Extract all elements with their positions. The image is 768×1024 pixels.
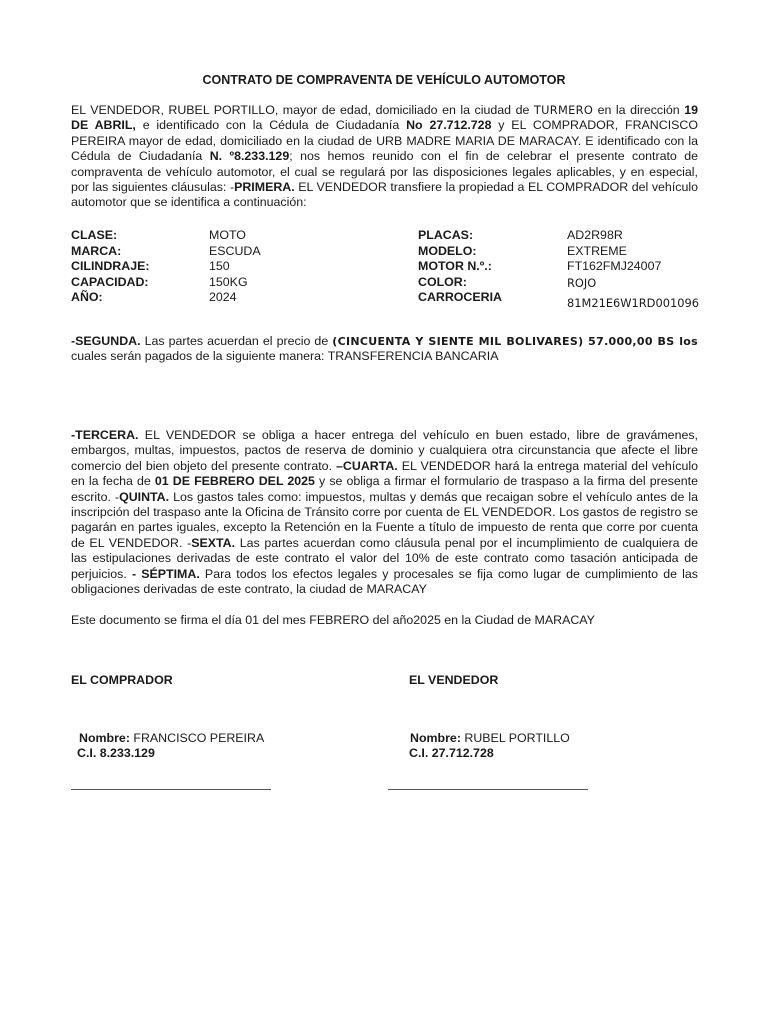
document-title: CONTRATO DE COMPRAVENTA DE VEHÍCULO AUTOMOTOR [202, 73, 566, 87]
vehicle-row [71, 259, 149, 275]
delivery-date: 01 DE FEBRERO DEL 2025 [154, 474, 315, 489]
clause-cuarta-label: –CUARTA. [336, 458, 398, 473]
vehicle-field-label: CARROCERIA [418, 290, 502, 305]
vehicle-field-label: CILINDRAJE: [71, 259, 150, 274]
clause-text: Las partes acuerdan como cláusula penal por el incumplimiento de cualquiera de las estipulaciones derivadas de este contrato el valor del 10% de este contrato como tasación anticipada de perjuicios. [71, 535, 698, 581]
seller-name: RUBEL PORTILLO [460, 731, 570, 745]
clause-text: EL VENDEDOR hará la entrega material del vehículo en la fecha de [71, 458, 698, 489]
vehicle-row [71, 228, 149, 244]
vehicle-field-label: CLASE: [71, 228, 118, 242]
buyer-name-label: Nombre: [79, 731, 130, 745]
clause-primera-label: PRIMERA. [234, 180, 295, 195]
vehicle-field-label: MOTOR N.º.: [418, 259, 492, 274]
vehicle-field-value: FT162FMJ24007 [567, 259, 662, 274]
clause-septima-label: - SÉPTIMA. [131, 566, 200, 581]
vehicle-row [418, 290, 502, 306]
clause-segunda-label: -SEGUNDA. [71, 334, 141, 348]
intro-text: ; nos hemos reunido con el fin de celebrar el presente contrato de compraventa de vehículo automotor, el cual se regulará por las disposiciones legales aplicables, y en especial, por las siguientes cláusulas: - [71, 149, 699, 195]
vehicle-field-label: MODELO: [418, 243, 477, 258]
buyer-name: FRANCISCO PEREIRA [129, 731, 265, 745]
vehicle-field-label: AÑO: [71, 290, 103, 305]
intro-text: en la dirección [593, 103, 685, 117]
seller-name-label: Nombre: [410, 731, 461, 745]
vehicle-field-value: AD2R98R [567, 228, 623, 242]
intro-text: EL VENDEDOR transfiere la propiedad a EL COMPRADOR del vehículo automotor que se identifica a continuación: [71, 180, 698, 210]
buyer-heading: EL COMPRADOR [71, 673, 173, 687]
buyer-signature-line [71, 789, 271, 790]
buyer-id: N. º8.233.129 [209, 149, 290, 164]
seller-signature-line [388, 789, 588, 790]
vehicle-row [418, 244, 502, 260]
seller-address: 19 DE ABRIL, [71, 103, 698, 133]
clause-text: EL VENDEDOR se obliga a hacer entrega del vehículo en buen estado, libre de gravámenes, embargos, multas, impuestos, pactos de reserva de dominio y cualquiera otra circunstancia que afecte el libre comercio del bien objeto del presente contrato. [71, 428, 698, 473]
clause-segunda [71, 334, 698, 365]
vehicle-field-value: ESCUDA [209, 243, 261, 258]
intro-paragraph [71, 103, 698, 211]
vehicle-row [418, 259, 502, 275]
seller-name-line [410, 731, 570, 746]
vehicle-row [418, 275, 502, 291]
clause-text: cuales serán pagados de la siguiente manera: TRANSFERENCIA BANCARIA [71, 349, 499, 364]
vehicle-field-value: MOTO [209, 228, 246, 242]
clause-text: Los gastos tales como: impuestos, multas y demás que recaigan sobre el vehículo antes de la inscripción del traspaso ante la Oficina de Tránsito corre por cuenta de EL VENDEDOR. Los gastos de registro se pagarán en partes iguales, excepto la Retención en la Fuente a título de impuesto de renta que corre por cuenta de EL VENDEDOR. - [71, 489, 698, 550]
vehicle-field-value: 81M21E6W1RD001096 [567, 296, 699, 311]
vehicle-table-left-values [209, 228, 261, 306]
clauses-paragraph [71, 428, 698, 597]
vehicle-row [71, 290, 149, 306]
clause-sexta-label: SEXTA. [191, 535, 236, 550]
seller-heading: EL VENDEDOR [409, 673, 499, 687]
vehicle-field-value: EXTREME [567, 243, 627, 258]
vehicle-field-label: COLOR: [418, 274, 467, 289]
vehicle-field-value: 2024 [209, 290, 237, 305]
vehicle-field-label: PLACAS: [418, 228, 474, 242]
sale-price: (CINCUENTA Y SIENTE MIL BOLIVARES) 57.000,00 BS los [332, 335, 698, 348]
vehicle-row [418, 228, 502, 244]
clause-text: y se obliga a firmar el formulario de traspaso a la firma del presente escrito. - [71, 474, 698, 504]
seller-ci: C.I. 27.712.728 [409, 746, 494, 760]
vehicle-field-value: 150KG [209, 274, 248, 289]
vehicle-field-value: 150 [209, 259, 230, 274]
vehicle-field-label: MARCA: [71, 243, 122, 258]
vehicle-table-right [418, 228, 502, 306]
vehicle-table-right-values [567, 228, 699, 312]
clause-text: Las partes acuerdan el precio de [140, 334, 333, 348]
clause-quinta-label: QUINTA. [119, 489, 170, 504]
seller-city: TURMERO [533, 103, 594, 117]
vehicle-table-left [71, 228, 149, 306]
vehicle-field-label: CAPACIDAD: [71, 274, 149, 289]
closing-statement: Este documento se firma el día 01 del mes FEBRERO del año2025 en la Ciudad de MARACAY [71, 613, 595, 627]
clause-tercera-label: -TERCERA. [71, 428, 139, 442]
intro-text: y EL COMPRADOR, FRANCISCO PEREIRA mayor de edad, domiciliado en la ciudad de URB MADRE MARIA DE MARACAY. E identificado con la Cédula de Ciudadanía [71, 118, 698, 164]
vehicle-row [71, 244, 149, 260]
vehicle-row [71, 275, 149, 291]
clause-text: Para todos los efectos legales y procesales se fija como lugar de cumplimiento de las obligaciones derivadas de este contrato, la ciudad de MARACAY [71, 566, 698, 597]
vehicle-field-value: ROJO [567, 275, 597, 290]
buyer-name-line [79, 731, 264, 746]
buyer-ci: C.I. 8.233.129 [77, 746, 155, 760]
intro-text: e identificado con la Cédula de Ciudadanía [135, 118, 407, 133]
intro-text: EL VENDEDOR, RUBEL PORTILLO, mayor de edad, domiciliado en la ciudad de [71, 103, 534, 117]
seller-id: No 27.712.728 [406, 118, 492, 133]
